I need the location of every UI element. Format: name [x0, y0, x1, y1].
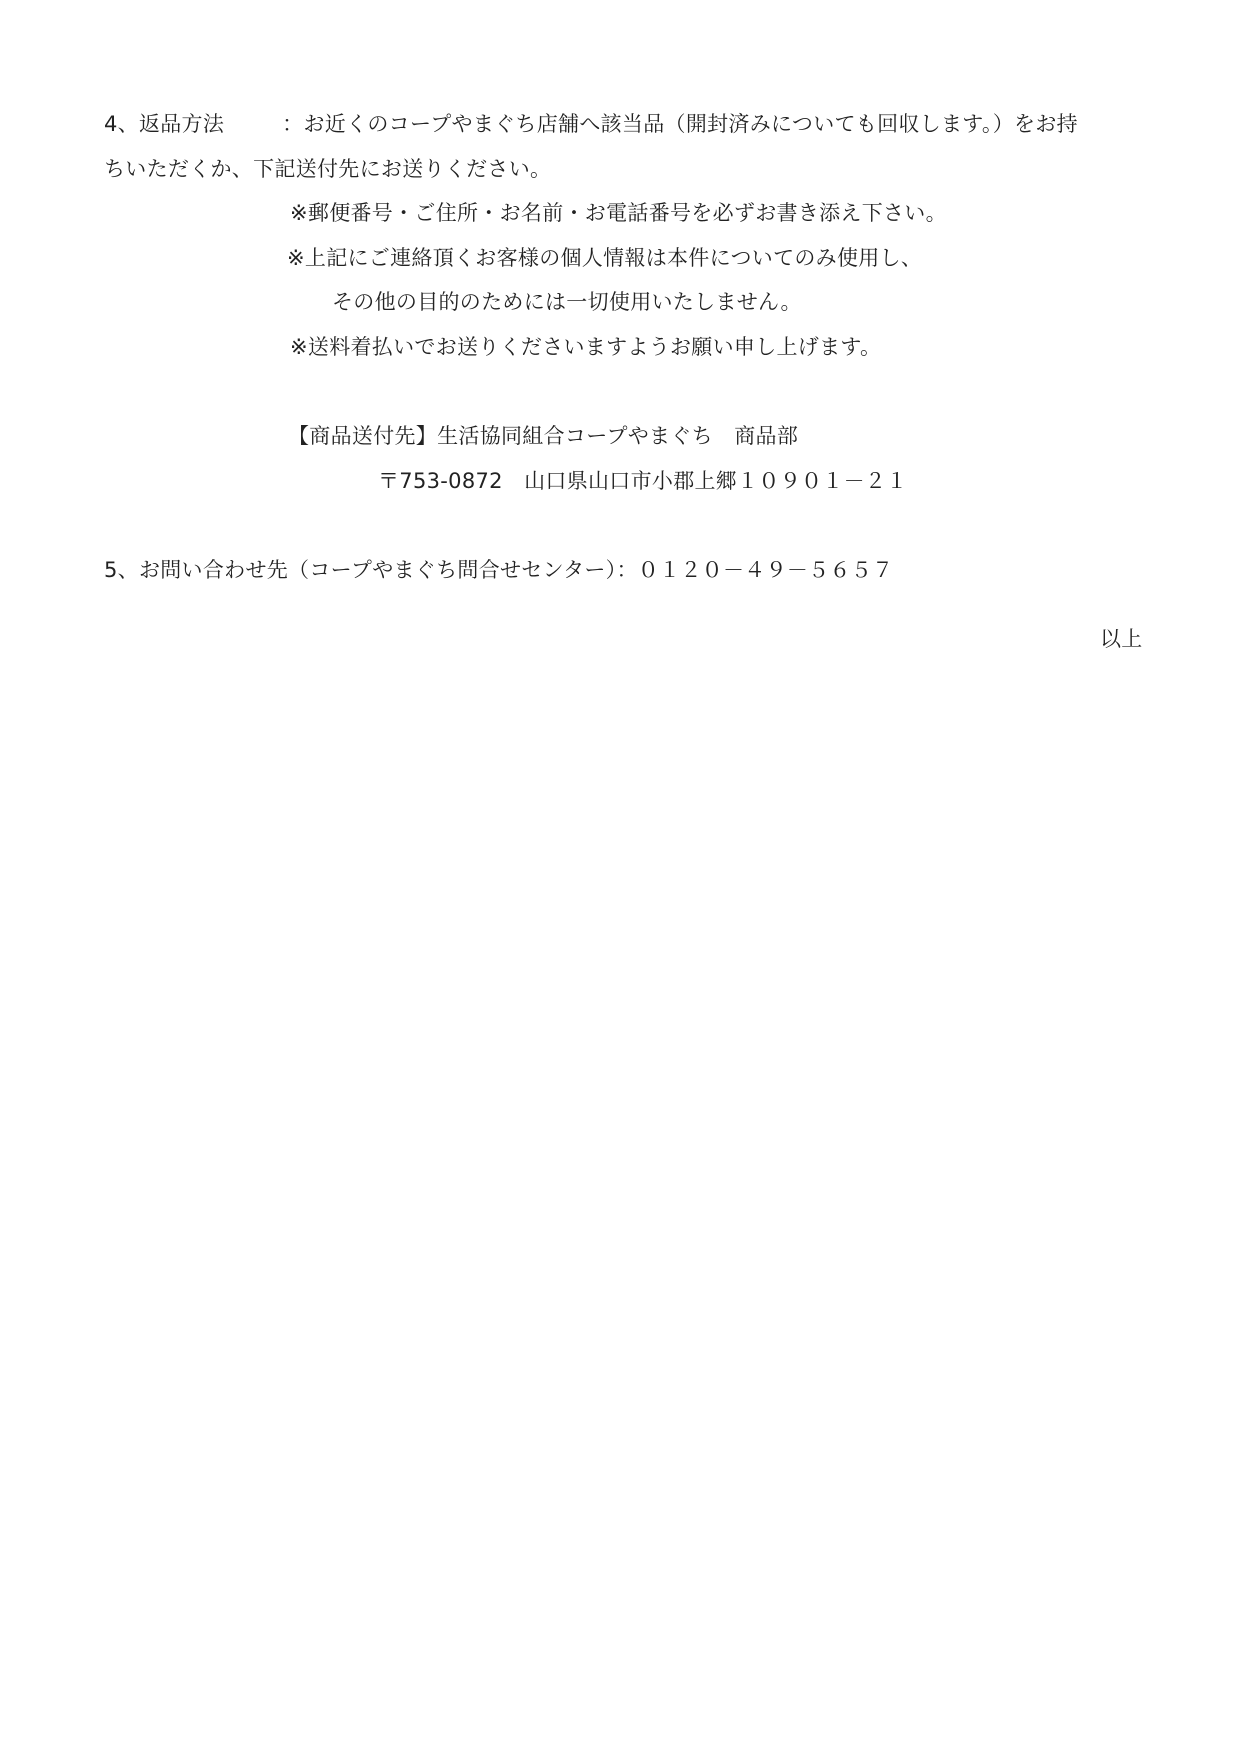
- section5-title: 5、お問い合わせ先（コープやまぐち問合せセンター）：０１２０－４９－５６５７: [104, 558, 894, 582]
- section4-description-line1: ：お近くのコープやまぐち店舗へ該当品（開封済みについても回収します。）をお持: [282, 112, 1078, 136]
- destination-address: 〒753-0872 山口県山口市小郡上郷１０９０１－２１: [378, 469, 908, 493]
- destination-label: 【商品送付先】生活協同組合コープやまぐち 商品部: [288, 424, 799, 448]
- section4-description-line2: ちいただくか、下記送付先にお送りください。: [104, 157, 552, 181]
- section4-line1: [104, 110, 1078, 138]
- section4-note-1: ※郵便番号・ご住所・お名前・お電話番号を必ずお書き添え下さい。: [290, 201, 947, 225]
- section4-note-3: その他の目的のためには一切使用いたしません。: [332, 290, 802, 314]
- section4-note-4: ※送料着払いでお送りくださいますようお願い申し上げます。: [290, 335, 882, 359]
- closing-text: 以上: [1100, 627, 1143, 651]
- section4-title: 4、返品方法: [104, 112, 225, 136]
- section4-note-2: ※上記にご連絡頂くお客様の個人情報は本件についてのみ使用し、: [287, 246, 923, 270]
